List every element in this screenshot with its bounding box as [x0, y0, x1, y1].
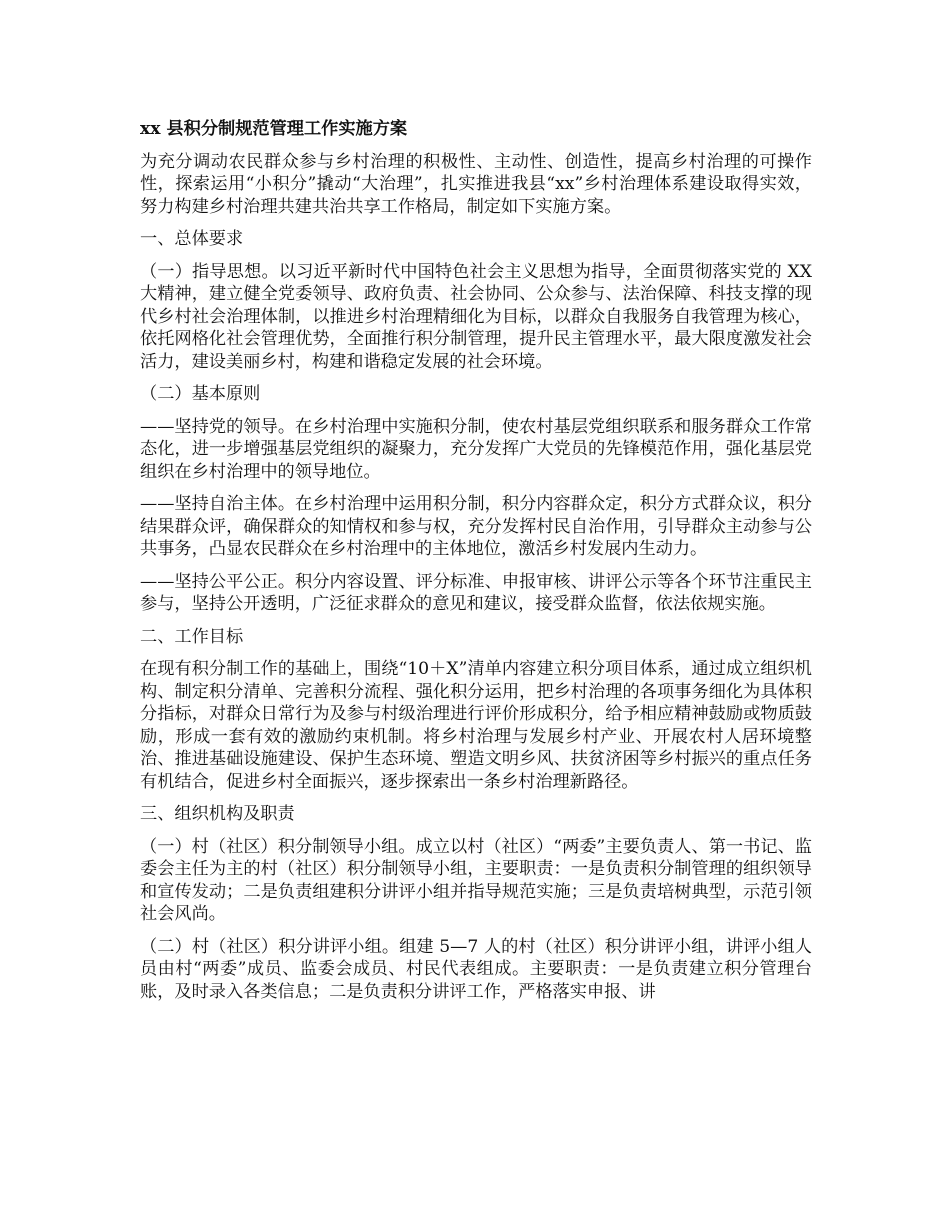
principle-self-governance: ——坚持自治主体。在乡村治理中运用积分制，积分内容群众定，积分方式群众议，积分结果群众评，确保群众的知情权和参与权，充分发挥村民自治作用，引导群众主动参与公共事务，凸显农民群众在乡村治理中的主体地位，激活乡村发展内生动力。 — [140, 494, 812, 559]
section-heading-general-requirements: 一、总体要求 — [140, 229, 244, 249]
work-goals-paragraph: 在现有积分制工作的基础上，围绕“10＋X”清单内容建立积分项目体系，通过成立组织机构、制定积分清单、完善积分流程、强化积分运用，把乡村治理的各项事务细化为具体积分指标，对群众日常行为及参与村级治理进行评价形成积分，给予相应精神鼓励或物质鼓励，形成一套有效的激励约束机制。将乡村治理与发展乡村产业、开展农村人居环境整治、推进基础设施建设、保护生态环境、塑造文明乡风、扶贫济困等乡村振兴的重点任务有机结合，促进乡村全面振兴，逐步探索出一条乡村治理新路径。 — [140, 659, 812, 792]
review-group-paragraph: （二）村（社区）积分讲评小组。组建 5—7 人的村（社区）积分讲评小组，讲评小组人员由村“两委”成员、监委会成员、村民代表组成。主要职责：一是负责建立积分管理台账，及时录入各类信息；二是负责积分讲评工作，严格落实申报、讲 — [140, 936, 812, 1002]
section-heading-organization: 三、组织机构及职责 — [140, 804, 295, 824]
document-title: xx 县积分制规范管理工作实施方案 — [140, 119, 408, 139]
basic-principles-heading: （二）基本原则 — [140, 384, 261, 404]
leading-group-paragraph: （一）村（社区）积分制领导小组。成立以村（社区）“两委”主要负责人、第一书记、监委会主任为主的村（社区）积分制领导小组，主要职责：一是负责积分制管理的组织领导和宣传发动；二是负责组建积分讲评小组并指导规范实施；三是负责培树典型，示范引领社会风尚。 — [140, 836, 812, 924]
intro-paragraph: 为充分调动农民群众参与乡村治理的积极性、主动性、创造性，提高乡村治理的可操作性，探索运用“小积分”撬动“大治理”，扎实推进我县“xx”乡村治理体系建设取得实效，努力构建乡村治理共建共治共享工作格局，制定如下实施方案。 — [140, 151, 812, 217]
guiding-ideology-paragraph: （一）指导思想。以习近平新时代中国特色社会主义思想为指导，全面贯彻落实党的 XX 大精神，建立健全党委领导、政府负责、社会协同、公众参与、法治保障、科技支撑的现代乡村社会治理体制，以推进乡村治理精细化为目标，以群众自我服务自我管理为核心，依托网格化社会管理优势，全面推行积分制管理，提升民主管理水平，最大限度激发社会活力，建设美丽乡村，构建和谐稳定发展的社会环境。 — [140, 261, 812, 372]
principle-fairness: ——坚持公平公正。积分内容设置、评分标准、申报审核、讲评公示等各个环节注重民主参与，坚持公开透明，广泛征求群众的意见和建议，接受群众监督，依法依规实施。 — [140, 571, 812, 614]
document-page — [140, 118, 812, 1013]
section-heading-work-goals: 二、工作目标 — [140, 626, 244, 647]
principle-party-leadership: ——坚持党的领导。在乡村治理中实施积分制，使农村基层党组织联系和服务群众工作常态化，进一步增强基层党组织的凝聚力，充分发挥广大党员的先锋模范作用，强化基层党组织在乡村治理中的领导地位。 — [140, 416, 812, 482]
